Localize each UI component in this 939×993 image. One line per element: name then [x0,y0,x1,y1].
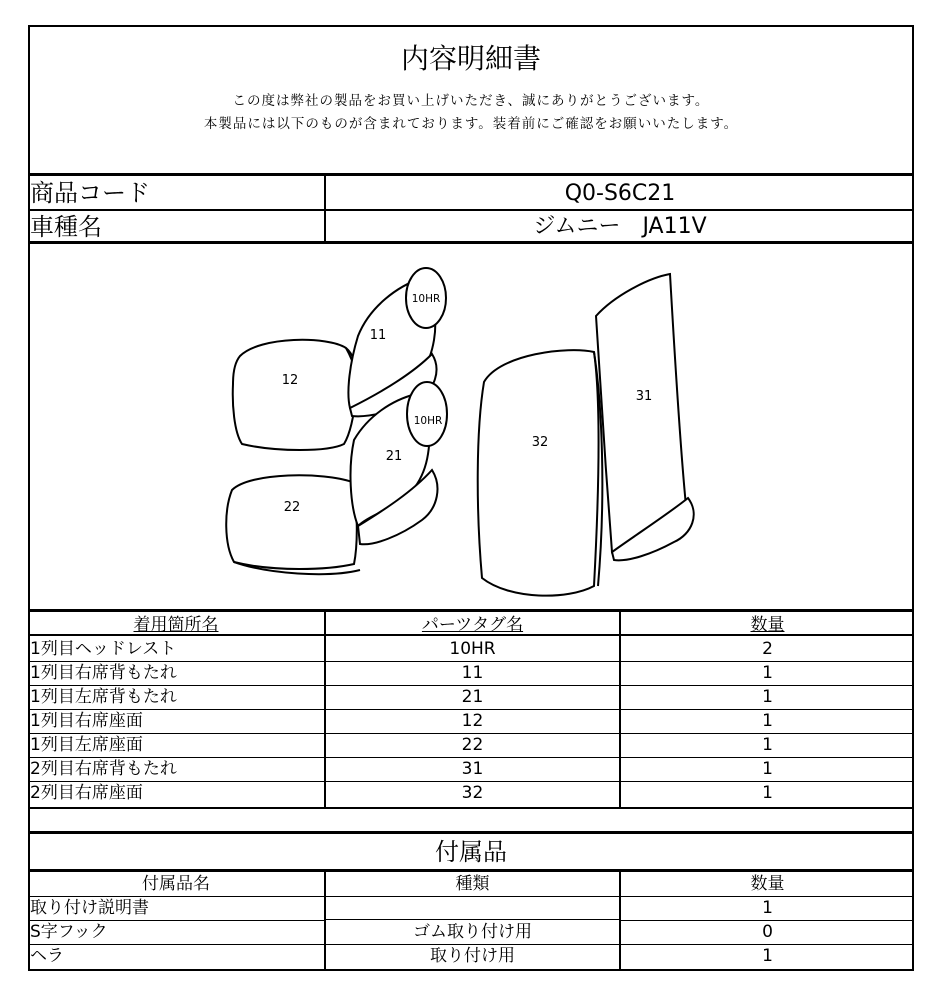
car-model-label: 車種名 [30,213,102,241]
intro-line-2: 本製品には以下のものが含まれております。装着前にご確認をお願いいたします。 [203,116,739,132]
parts-tag: 10HR [326,637,619,662]
label-10hr-upper: 10HR [411,293,441,305]
product-code-value: Q0-S6C21 [564,181,676,206]
accessories-title: 付属品 [435,838,507,866]
divider [28,609,914,612]
accessory-qty: 1 [762,946,773,966]
parts-tag: 12 [326,709,619,734]
label-31: 31 [635,389,653,404]
label-32: 32 [531,435,549,450]
parts-header-tag: パーツタグ名 [421,615,524,635]
parts-location: 1列目左席背もたれ [30,685,324,710]
accessory-header-qty: 数量 [621,872,914,897]
accessory-name: 取り付け説明書 [30,896,324,921]
parts-tag: 22 [326,733,619,758]
parts-qty: 1 [621,733,914,758]
parts-qty: 2 [621,637,914,662]
accessory-name: ヘラ [30,946,64,966]
parts-tag: 11 [326,661,619,686]
parts-location: 1列目左席座面 [30,733,324,758]
parts-location: 1列目右席背もたれ [30,661,324,686]
parts-location: 1列目ヘッドレスト [30,637,324,662]
accessory-header-name: 付属品名 [28,872,324,897]
seat-part-22 [226,475,357,569]
headrest-10hr-lower [407,382,447,446]
car-model-value: ジムニー JA11V [533,214,707,239]
parts-qty: 1 [621,709,914,734]
parts-location: 2列目右席座面 [30,783,143,803]
content-sheet [28,25,914,971]
parts-tag: 21 [326,685,619,710]
parts-location: 2列目右席背もたれ [30,757,324,782]
label-22: 22 [283,500,301,515]
seat-part-32 [478,350,599,596]
parts-qty: 1 [621,757,914,782]
accessory-type: ゴム取り付け用 [326,920,619,945]
parts-location: 1列目右席座面 [30,709,324,734]
divider [28,831,914,834]
product-code-label: 商品コード [30,179,150,207]
seat-part-12 [233,340,357,450]
divider [28,173,914,176]
accessory-header-type: 種類 [326,872,619,897]
label-11: 11 [369,328,387,343]
parts-qty: 1 [621,661,914,686]
seat-diagram-svg [28,244,914,610]
parts-header-qty: 数量 [750,615,785,635]
accessory-qty: 0 [621,920,914,945]
parts-header-location: 着用箇所名 [133,615,219,635]
accessory-type [326,896,619,920]
accessory-name: S字フック [30,920,324,945]
divider [28,209,914,211]
divider [28,807,914,809]
parts-qty: 1 [762,783,773,803]
seat-diagram [28,244,914,610]
parts-table [28,609,914,809]
accessories-table [28,869,914,971]
page-title: 内容明細書 [400,42,541,75]
parts-tag: 32 [461,783,484,803]
label-12: 12 [281,373,299,388]
accessory-qty: 1 [621,896,914,921]
intro-line-1: この度は弊社の製品をお買い上げいただき、誠にありがとうございます。 [232,93,710,109]
label-10hr-lower: 10HR [413,415,443,427]
label-21: 21 [385,449,403,464]
accessory-type: 取り付け用 [430,946,515,966]
parts-qty: 1 [621,685,914,710]
parts-tag: 31 [326,757,619,782]
